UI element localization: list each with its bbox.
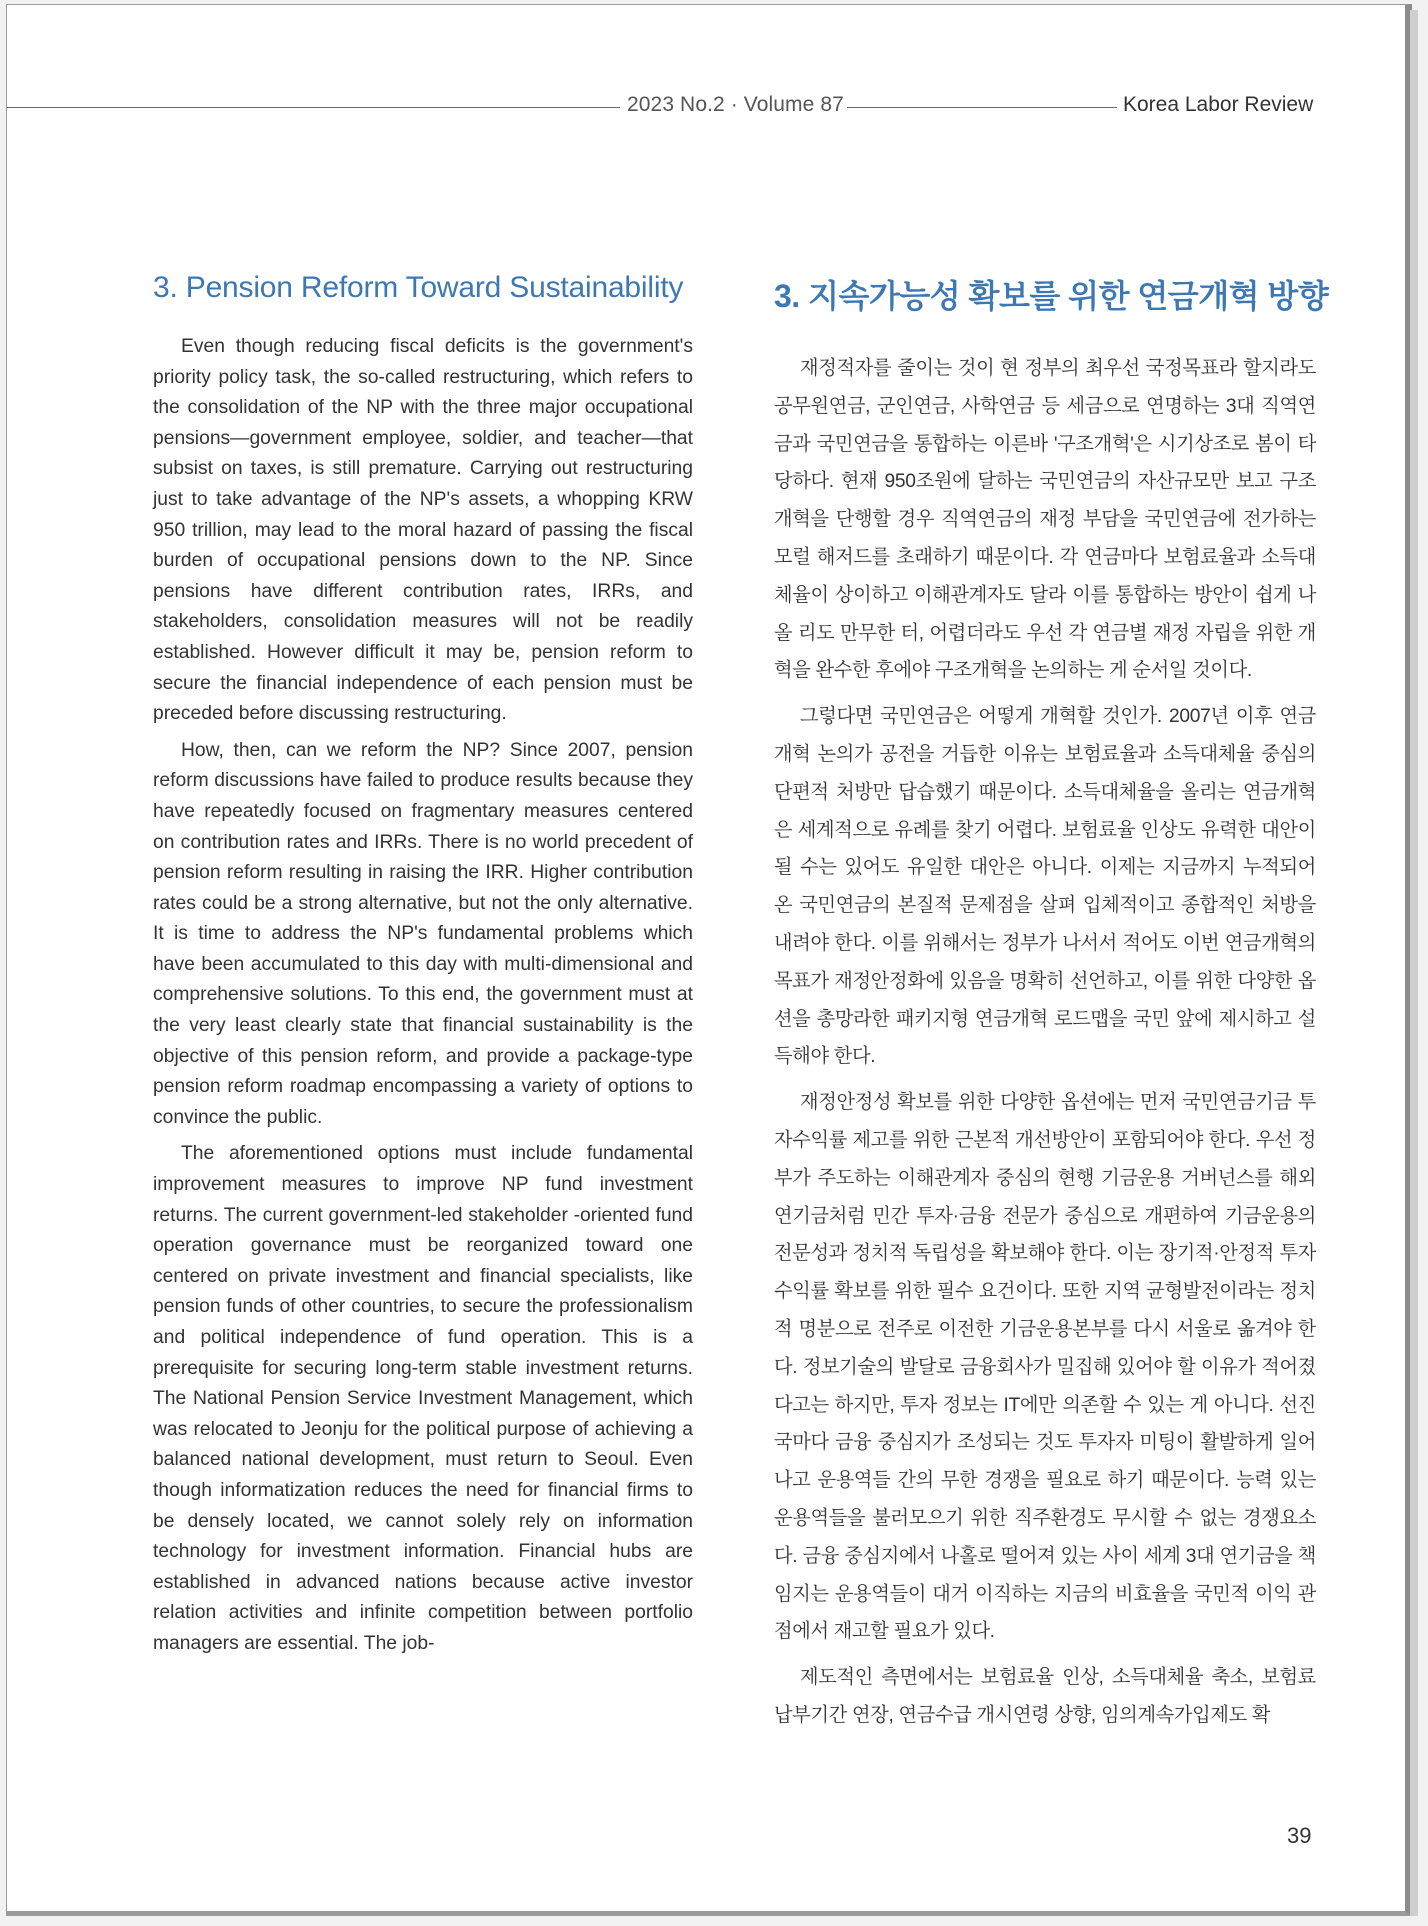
english-column <box>153 271 693 1660</box>
korean-paragraph-4: 제도적인 측면에서는 보험료율 인상, 소득대체율 축소, 보험료 납부기간 연장, 연금수급 개시연령 상향, 임의계속가입제도 확 <box>774 1667 1316 1726</box>
issue-info: 2023 No.2 · Volume 87 <box>627 93 844 116</box>
english-paragraph-3: The aforementioned options must include fundamental improvement measures to improve NP fund investment returns. The current government-led stakeholder -oriented fund operation governance must be reorganized toward one centered on private investment and financial specialists, like pension funds of other countries, to secure the professionalism and political independence of fund operation. This is a prerequisite for securing long-term stable investment returns. The National Pension Service Investment Management, which was relocated to Jeonju for the political purpose of achieving a balanced national development, must return to Seoul. Even though informatization reduces the need for financial firms to be densely located, we cannot solely rely on information technology for investment information. Financial hubs are established in advanced nations because active investor relation activities and infinite competition between portfolio managers are essential. The job- <box>153 1143 693 1654</box>
page-number: 39 <box>1287 1823 1312 1848</box>
korean-paragraph-3: 재정안정성 확보를 위한 다양한 옵션에는 먼저 국민연금기금 투자수익률 제고를 위한 근본적 개선방안이 포함되어야 한다. 우선 정부가 주도하는 이해관계자 중심의 현행 기금운용 거버넌스를 해외 연기금처럼 민간 투자·금융 전문가 중심으로 개편하여 기금운용의 전문성과 정치적 독립성을 확보해야 한다. 이는 장기적·안정적 투자수익률 확보를 위한 필수 요건이다. 또한 지역 균형발전이라는 정치적 명분으로 전주로 이전한 기금운용본부를 다시 서울로 옮겨야 한다. 정보기술의 발달로 금융회사가 밀집해 있어야 할 이유가 적어졌다고는 하지만, 투자 정보는 IT에만 의존할 수 있는 게 아니다. 선진국마다 금융 중심지가 조성되는 것도 투자자 미팅이 활발하게 일어나고 운용역들 간의 무한 경쟁을 필요로 하기 때문이다. 능력 있는 운용역들을 불러모으기 위한 직주환경도 무시할 수 없는 경쟁요소다. 금융 중심지에서 나홀로 떨어져 있는 사이 세계 3대 연기금을 책임지는 운용역들이 대거 이직하는 지금의 비효율을 국민적 이익 관점에서 재고할 필요가 있다. <box>774 1092 1316 1643</box>
header-rule-middle <box>847 107 1117 108</box>
page-edge-shadow <box>1410 10 1418 1916</box>
korean-body <box>774 350 1316 1735</box>
header-rule-left <box>7 107 620 108</box>
english-section-heading: 3. Pension Reform Toward Sustainability <box>153 271 684 304</box>
english-body <box>153 332 693 1660</box>
korean-section-heading: 3. 지속가능성 확보를 위한 연금개혁 방향 <box>774 278 1329 314</box>
korean-column <box>774 271 1329 1735</box>
journal-title: Korea Labor Review <box>1123 93 1314 116</box>
korean-paragraph-1: 재정적자를 줄이는 것이 현 정부의 최우선 국정목표라 할지라도 공무원연금, 군인연금, 사학연금 등 세금으로 연명하는 3대 직역연금과 국민연금을 통합하는 이른바 '구조개혁'은 시기상조로 봄이 타당하다. 현재 950조원에 달하는 국민연금의 자산규모만 보고 구조개혁을 단행할 경우 직역연금의 재정 부담을 국민연금에 전가하는 모럴 해저드를 초래하기 때문이다. 각 연금마다 보험료율과 소득대체율이 상이하고 이해관계자도 달라 이를 통합하는 방안이 쉽게 나올 리도 만무한 터, 어렵더라도 우선 각 연금별 재정 자립을 위한 개혁을 완수한 후에야 구조개혁을 논의하는 게 순서일 것이다. <box>774 358 1316 682</box>
english-paragraph-2: How, then, can we reform the NP? Since 2007, pension reform discussions have failed to produce results because they have repeatedly focused on fragmentary measures centered on contribution rates and IRRs. There is no world precedent of pension reform resulting in raising the IRR. Higher contribution rates could be a strong alternative, but not the only alternative. It is time to address the NP's fundamental problems which have been accumulated to this day with multi-dimensional and comprehensive solutions. To this end, the government must at the very least clearly state that financial sustainability is the objective of this pension reform, and provide a package-type pension reform roadmap encompassing a variety of options to convince the public. <box>153 739 693 1128</box>
english-paragraph-1: Even though reducing fiscal deficits is the government's priority policy task, the so-called restructuring, which refers to the consolidation of the NP with the three major occupational pensions—government employee, soldier, and teacher—that subsist on taxes, is still premature. Carrying out restructuring just to take advantage of the NP's assets, a whopping KRW 950 trillion, may lead to the moral hazard of passing the fiscal burden of occupational pensions down to the NP. Since pensions have different contribution rates, IRRs, and stakeholders, consolidation measures will not be readily established. However difficult it may be, pension reform to secure the financial independence of each pension must be preceded before discussing restructuring. <box>153 336 693 725</box>
document-page <box>6 4 1412 1916</box>
korean-paragraph-2: 그렇다면 국민연금은 어떻게 개혁할 것인가. 2007년 이후 연금개혁 논의가 공전을 거듭한 이유는 보험료율과 소득대체율 중심의 단편적 처방만 답습했기 때문이다. 소득대체율을 올리는 연금개혁은 세계적으로 유례를 찾기 어렵다. 보험료율 인상도 유력한 대안이 될 수는 있어도 유일한 대안은 아니다. 이제는 지금까지 누적되어 온 국민연금의 본질적 문제점을 살펴 입체적이고 종합적인 처방을 내려야 한다. 이를 위해서는 정부가 나서서 적어도 이번 연금개혁의 목표가 재정안정화에 있음을 명확히 선언하고, 이를 위한 다양한 옵션을 총망라한 패키지형 연금개혁 로드맵을 국민 앞에 제시하고 설득해야 한다. <box>774 706 1316 1068</box>
running-header <box>7 93 1413 123</box>
